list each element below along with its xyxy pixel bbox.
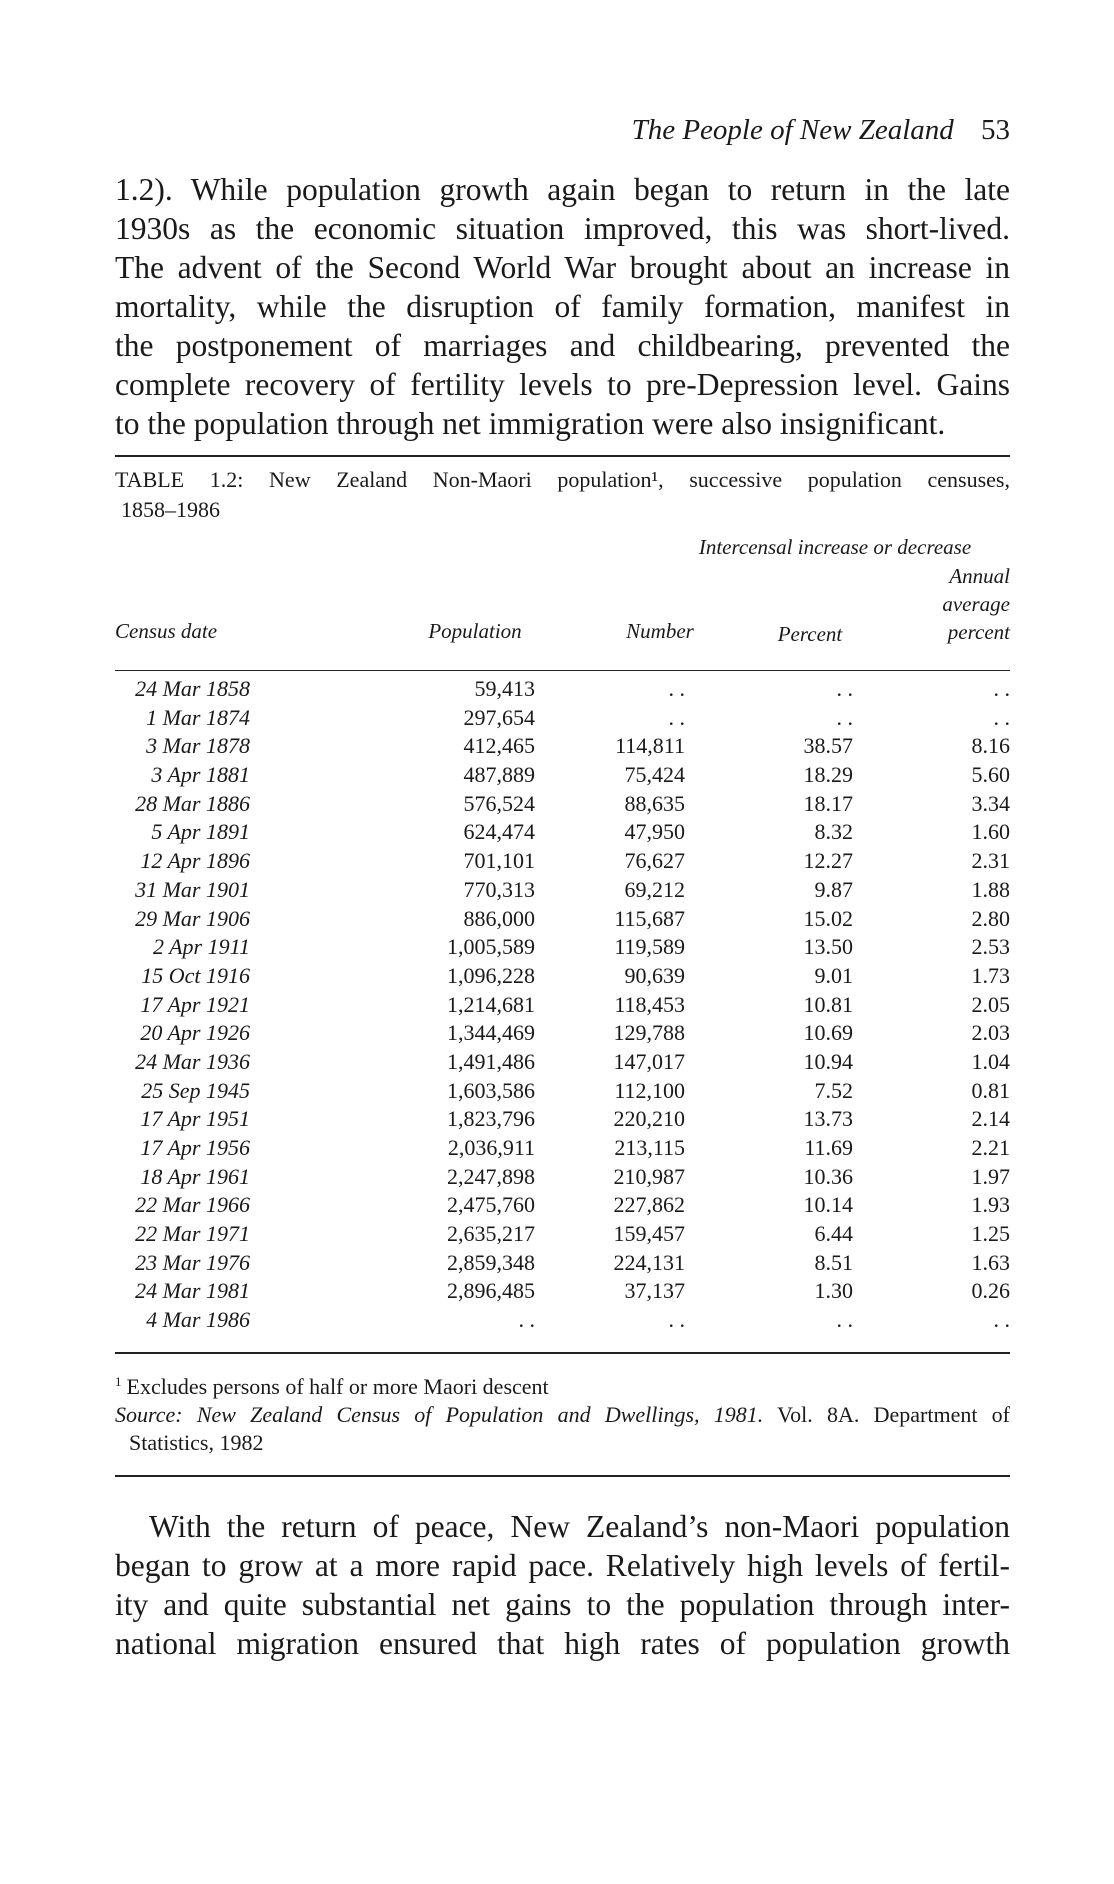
number-cell: 119,589	[614, 934, 685, 960]
body-paragraph-top	[115, 170, 1010, 443]
table-row	[0, 790, 1114, 819]
paragraph-line: to the population through net immigration were also insignificant.	[115, 406, 946, 441]
population-table	[0, 675, 1114, 1335]
percent-cell: 11.69	[804, 1135, 853, 1160]
census-date-cell: 12 Apr 1896	[140, 848, 250, 874]
census-date-cell: 15 Oct 1916	[141, 962, 250, 988]
population-cell: 487,889	[463, 762, 535, 788]
population-cell: 2,036,911	[447, 1135, 535, 1160]
census-date-cell: 2 Apr 1911	[153, 934, 250, 960]
census-date-cell: 3 Mar 1878	[146, 733, 250, 759]
census-date-cell: 31 Mar 1901	[135, 876, 250, 902]
paragraph-line: national migration ensured that high rates of population growth	[115, 1626, 1010, 1661]
annual-percent-cell: 2.53	[971, 934, 1010, 960]
population-cell: 2,247,898	[447, 1163, 535, 1189]
percent-cell: 9.87	[814, 876, 853, 902]
percent-cell: 10.14	[803, 1192, 853, 1218]
population-cell: 2,896,485	[447, 1278, 535, 1304]
table-row	[0, 761, 1114, 790]
table-row	[0, 991, 1114, 1020]
footnote-marker: 1	[115, 1374, 122, 1389]
annual-percent-cell: . .	[993, 676, 1010, 701]
census-date-cell: 28 Mar 1886	[135, 790, 250, 816]
table-row	[0, 732, 1114, 761]
population-cell: 1,096,228	[447, 962, 535, 988]
census-date-header: Census date	[115, 619, 218, 643]
number-cell: 76,627	[624, 848, 685, 874]
population-cell: 701,101	[463, 848, 535, 874]
population-cell: 770,313	[463, 876, 535, 902]
paragraph-line: The advent of the Second World War brought about an increase in	[115, 250, 1010, 285]
census-date-cell: 22 Mar 1966	[135, 1192, 250, 1218]
number-cell: 213,115	[614, 1135, 685, 1160]
population-cell: 59,413	[474, 676, 535, 701]
table-row	[0, 1306, 1114, 1335]
census-date-cell: 23 Mar 1976	[135, 1249, 250, 1275]
table-caption-line: TABLE 1.2: New Zealand Non-Maori population¹, successive population censuses,	[115, 467, 1010, 492]
annual-percent-cell: 1.73	[971, 962, 1010, 988]
table-row	[0, 1077, 1114, 1106]
number-header: Number	[626, 619, 694, 643]
percent-cell: . .	[836, 676, 853, 701]
source-title: New Zealand Census of Population and Dwellings, 1981.	[196, 1402, 764, 1427]
census-date-cell: 24 Mar 1858	[135, 676, 250, 701]
number-cell: 75,424	[624, 762, 685, 788]
census-date-cell: 29 Mar 1906	[135, 905, 250, 931]
population-cell: 1,823,796	[447, 1106, 535, 1132]
percent-cell: 13.50	[803, 934, 853, 960]
percent-cell: 8.51	[814, 1249, 853, 1275]
header-word: percent	[947, 620, 1010, 644]
census-date-cell: 3 Apr 1881	[151, 762, 250, 788]
source-line	[115, 1401, 1010, 1429]
annual-percent-cell: 1.93	[971, 1192, 1010, 1218]
percent-cell: 10.69	[803, 1020, 853, 1046]
page-number: 53	[981, 114, 1010, 146]
annual-percent-cell: . .	[993, 704, 1010, 730]
number-cell: . .	[668, 704, 685, 730]
census-date-cell: 17 Apr 1921	[140, 991, 250, 1017]
number-cell: 227,862	[613, 1192, 685, 1218]
census-date-cell: 5 Apr 1891	[151, 819, 250, 845]
table-row	[0, 905, 1114, 934]
table-row	[0, 962, 1114, 991]
header-rule	[115, 670, 1010, 671]
number-cell: 112,100	[614, 1077, 685, 1103]
intercensal-group-header: Intercensal increase or decrease	[698, 535, 972, 559]
annual-percent-cell: 0.26	[971, 1278, 1010, 1304]
percent-cell: 38.57	[803, 733, 853, 759]
source-bottom-rule	[115, 1475, 1010, 1477]
percent-cell: 8.32	[814, 819, 853, 845]
census-date-cell: 17 Apr 1956	[140, 1135, 250, 1160]
annual-percent-cell: 8.16	[971, 733, 1010, 759]
table-row	[0, 675, 1114, 704]
population-cell: 2,859,348	[447, 1249, 535, 1275]
table-row	[0, 1105, 1114, 1134]
percent-cell: 10.94	[803, 1048, 853, 1074]
number-cell: 88,635	[624, 790, 685, 816]
census-date-cell: 17 Apr 1951	[140, 1106, 250, 1132]
population-cell: 297,654	[463, 704, 535, 730]
census-date-cell: 4 Mar 1986	[146, 1307, 250, 1333]
number-cell: 118,453	[614, 991, 685, 1017]
annual-percent-cell: 3.34	[971, 790, 1010, 816]
percent-cell: 9.01	[814, 962, 853, 988]
annual-percent-cell: . .	[993, 1307, 1010, 1333]
percent-cell: 6.44	[814, 1221, 853, 1247]
percent-cell: . .	[836, 1307, 853, 1333]
percent-cell: 10.81	[803, 991, 853, 1017]
annual-percent-cell: 2.14	[971, 1106, 1010, 1132]
census-date-cell: 1 Mar 1874	[146, 704, 250, 730]
number-cell: 220,210	[613, 1106, 685, 1132]
annual-average-header	[905, 562, 1010, 646]
number-cell: 37,137	[624, 1278, 685, 1304]
census-date-cell: 22 Mar 1971	[135, 1221, 250, 1247]
table-row	[0, 1249, 1114, 1278]
number-cell: . .	[668, 676, 685, 701]
annual-percent-cell: 1.63	[971, 1249, 1010, 1275]
table-row	[0, 933, 1114, 962]
paragraph-line: 1930s as the economic situation improved, this was short-lived.	[115, 211, 1010, 246]
table-row	[0, 1048, 1114, 1077]
paragraph-line: 1.2). While population growth again began to return in the late	[115, 172, 1010, 207]
percent-cell: 13.73	[803, 1106, 853, 1132]
population-cell: 1,491,486	[447, 1048, 535, 1074]
paragraph-line: began to grow at a more rapid pace. Relatively high levels of fertil-	[115, 1548, 1010, 1583]
population-cell: 624,474	[463, 819, 535, 845]
percent-cell: 15.02	[803, 905, 853, 931]
table-row	[0, 1220, 1114, 1249]
percent-cell: 10.36	[803, 1163, 853, 1189]
table-caption-line: 1858–1986	[121, 497, 220, 522]
annual-percent-cell: 5.60	[971, 762, 1010, 788]
annual-percent-cell: 1.25	[971, 1221, 1010, 1247]
number-cell: 147,017	[613, 1048, 685, 1074]
population-cell: 1,214,681	[447, 991, 535, 1017]
body-paragraph-bottom	[115, 1507, 1010, 1663]
percent-cell: . .	[836, 704, 853, 730]
population-cell: 412,465	[463, 733, 535, 759]
number-cell: 114,811	[615, 733, 685, 759]
number-cell: 47,950	[624, 819, 685, 845]
source-rest: Vol. 8A. Department of	[777, 1402, 1011, 1427]
paragraph-line: With the return of peace, New Zealand’s non-Maori population	[149, 1509, 1010, 1544]
population-cell: 886,000	[463, 905, 535, 931]
table-source	[115, 1401, 1010, 1457]
table-row	[0, 1134, 1114, 1163]
number-cell: 210,987	[613, 1163, 685, 1189]
table-row	[0, 704, 1114, 733]
paragraph-line: ity and quite substantial net gains to the population through inter-	[115, 1587, 1010, 1622]
percent-cell: 1.30	[814, 1278, 853, 1304]
percent-cell: 7.52	[814, 1077, 853, 1103]
table-row	[0, 818, 1114, 847]
number-cell: . .	[668, 1307, 685, 1333]
table-bottom-rule	[115, 1352, 1010, 1354]
running-head	[115, 110, 1010, 150]
source-line: Statistics, 1982	[129, 1430, 264, 1455]
header-word: Annual	[949, 564, 1010, 588]
census-date-cell: 20 Apr 1926	[140, 1020, 250, 1046]
table-row	[0, 847, 1114, 876]
population-cell: 1,005,589	[447, 934, 535, 960]
census-date-cell: 24 Mar 1981	[135, 1278, 250, 1304]
population-cell: 576,524	[463, 790, 535, 816]
percent-cell: 18.29	[803, 762, 853, 788]
census-date-cell: 24 Mar 1936	[135, 1048, 250, 1074]
annual-percent-cell: 1.04	[971, 1048, 1010, 1074]
census-date-cell: 25 Sep 1945	[141, 1077, 250, 1103]
paragraph-line: mortality, while the disruption of family formation, manifest in	[115, 289, 1010, 324]
number-cell: 69,212	[624, 876, 685, 902]
census-date-cell: 18 Apr 1961	[140, 1163, 250, 1189]
table-caption	[115, 465, 1010, 525]
table-row	[0, 1019, 1114, 1048]
table-row	[0, 876, 1114, 905]
annual-percent-cell: 1.60	[971, 819, 1010, 845]
paragraph-line: complete recovery of fertility levels to pre-Depression level. Gains	[115, 367, 1010, 402]
population-cell: 1,603,586	[447, 1077, 535, 1103]
annual-percent-cell: 2.03	[971, 1020, 1010, 1046]
number-cell: 129,788	[613, 1020, 685, 1046]
annual-percent-cell: 2.05	[971, 991, 1010, 1017]
running-head-title: The People of New Zealand	[631, 114, 954, 146]
paragraph-line: the postponement of marriages and childbearing, prevented the	[115, 328, 1010, 363]
percent-cell: 12.27	[803, 848, 853, 874]
header-word: average	[942, 592, 1010, 616]
source-label: Source:	[115, 1402, 183, 1427]
number-cell: 90,639	[624, 962, 685, 988]
number-cell: 224,131	[613, 1249, 685, 1275]
annual-percent-cell: 1.88	[971, 876, 1010, 902]
population-cell: . .	[518, 1307, 535, 1333]
number-cell: 159,457	[613, 1221, 685, 1247]
table-row	[0, 1277, 1114, 1306]
percent-header: Percent	[777, 622, 843, 646]
table-row	[0, 1191, 1114, 1220]
table-top-rule	[115, 455, 1010, 457]
annual-percent-cell: 0.81	[971, 1077, 1010, 1103]
population-cell: 2,475,760	[447, 1192, 535, 1218]
table-footnote	[115, 1368, 1010, 1401]
percent-cell: 18.17	[803, 790, 853, 816]
number-cell: 115,687	[614, 905, 685, 931]
table-row	[0, 1163, 1114, 1192]
annual-percent-cell: 2.21	[971, 1135, 1010, 1160]
annual-percent-cell: 1.97	[971, 1163, 1010, 1189]
annual-percent-cell: 2.80	[971, 905, 1010, 931]
population-header: Population	[428, 619, 522, 643]
population-cell: 2,635,217	[447, 1221, 535, 1247]
population-cell: 1,344,469	[447, 1020, 535, 1046]
annual-percent-cell: 2.31	[971, 848, 1010, 874]
footnote-text: Excludes persons of half or more Maori descent	[126, 1374, 549, 1399]
